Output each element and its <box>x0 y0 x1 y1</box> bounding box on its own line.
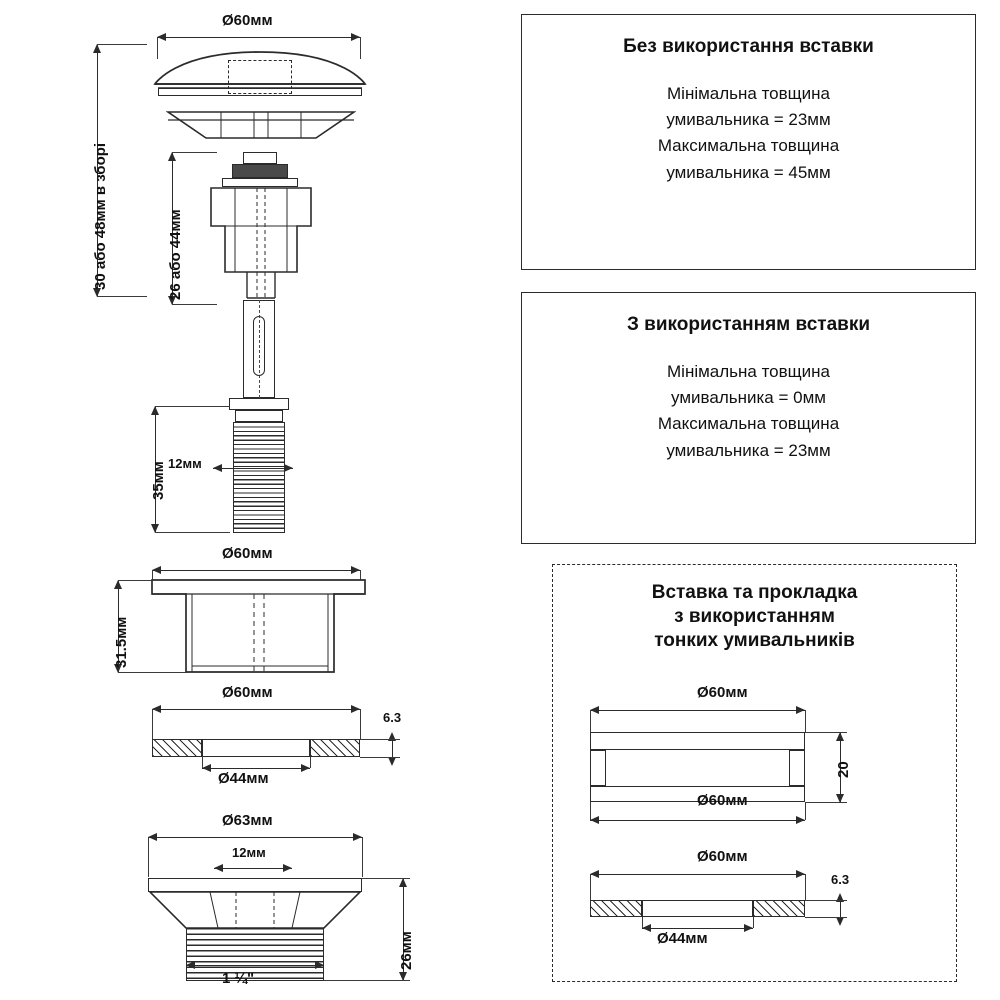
dim-thread-width: 12мм <box>168 456 202 471</box>
dim-cup-diameter: Ø60мм <box>222 545 273 562</box>
dim-insert-bottom: Ø60мм <box>697 792 748 809</box>
drawing-gasket <box>0 682 500 802</box>
panel-without-insert-line-2: умивальника = 23мм <box>666 110 831 130</box>
dim-thread-size: 1 ¼" <box>222 970 255 987</box>
gasket-section-left <box>152 739 202 757</box>
panel-with-insert-title: З використанням вставки <box>626 314 871 335</box>
flange-thread <box>186 928 324 980</box>
panel-with-insert-line-3: Максимальна товщина <box>657 414 840 434</box>
hex-nut <box>232 164 288 178</box>
insert-gasket-right <box>753 900 805 917</box>
top-nut <box>243 152 277 164</box>
dim-cup-height: 31.5мм <box>113 616 130 668</box>
panel-without-insert-line-1: Мінімальна товщина <box>667 83 830 103</box>
dim-flange-height: 26мм <box>398 931 415 970</box>
dim-thread-length: 35мм <box>150 461 167 500</box>
dim-insert-gasket-thickness: 6.3 <box>831 872 850 887</box>
drawing-insert-gasket <box>552 840 957 970</box>
drawing-assembly-exploded <box>0 0 500 545</box>
insert-upper-plate <box>590 732 805 750</box>
drawing-cup <box>0 540 500 690</box>
dim-gasket-outer: Ø60мм <box>222 684 273 701</box>
conical-seat <box>166 110 356 144</box>
panel-with-insert <box>521 292 976 544</box>
drawing-flange <box>0 810 500 1000</box>
thread-collar <box>229 398 289 410</box>
insert-gasket-left <box>590 900 642 917</box>
dim-insert-outer: Ø60мм <box>697 684 748 701</box>
panel-with-insert-line-2: умивальника = 0мм <box>671 388 826 408</box>
gasket-section-right <box>310 739 360 757</box>
panel-insert-title-line-3: тонких умивальників <box>654 629 855 651</box>
insert-gasket-middle <box>642 900 753 917</box>
dim-insert-height: 20 <box>835 761 852 778</box>
stem-slot <box>253 316 265 376</box>
drawing-insert <box>552 660 957 820</box>
dim-body-height: 26 або 44мм <box>167 209 184 300</box>
panel-with-insert-line-1: Мінімальна товщина <box>667 361 830 381</box>
panel-with-insert-line-4: умивальника = 23мм <box>666 440 831 460</box>
threaded-tube <box>233 422 285 532</box>
panel-without-insert-title: Без використання вставки <box>623 36 874 57</box>
cup-body <box>146 576 371 676</box>
dim-top-cap-diameter: Ø60мм <box>222 12 273 29</box>
dim-insert-gasket-outer: Ø60мм <box>697 848 748 865</box>
panel-insert-title-line-2: з використанням <box>674 605 835 627</box>
panel-without-insert-line-3: Максимальна товщина <box>657 136 840 156</box>
dim-flange-inner: 12мм <box>232 845 266 860</box>
insert-wall-left <box>590 750 606 786</box>
dim-flange-diameter: Ø63мм <box>222 812 273 829</box>
insert-wall-right <box>789 750 805 786</box>
thread-collar-2 <box>235 410 283 422</box>
panel-insert-title-line-1: Вставка та прокладка <box>651 582 858 603</box>
dim-assembly-height: 30 або 48мм в зборі <box>92 142 109 290</box>
panel-without-insert-line-4: умивальника = 45мм <box>666 162 831 182</box>
flange-plate <box>148 878 362 892</box>
panel-without-insert <box>521 14 976 270</box>
gasket-section-middle <box>202 739 310 757</box>
dim-gasket-inner: Ø44мм <box>218 770 269 787</box>
dim-gasket-thickness: 6.3 <box>383 710 402 725</box>
valve-body <box>205 186 317 300</box>
flange-cone <box>148 892 362 930</box>
dim-insert-gasket-inner: Ø44мм <box>657 930 708 947</box>
cap-stem-box <box>228 60 292 94</box>
